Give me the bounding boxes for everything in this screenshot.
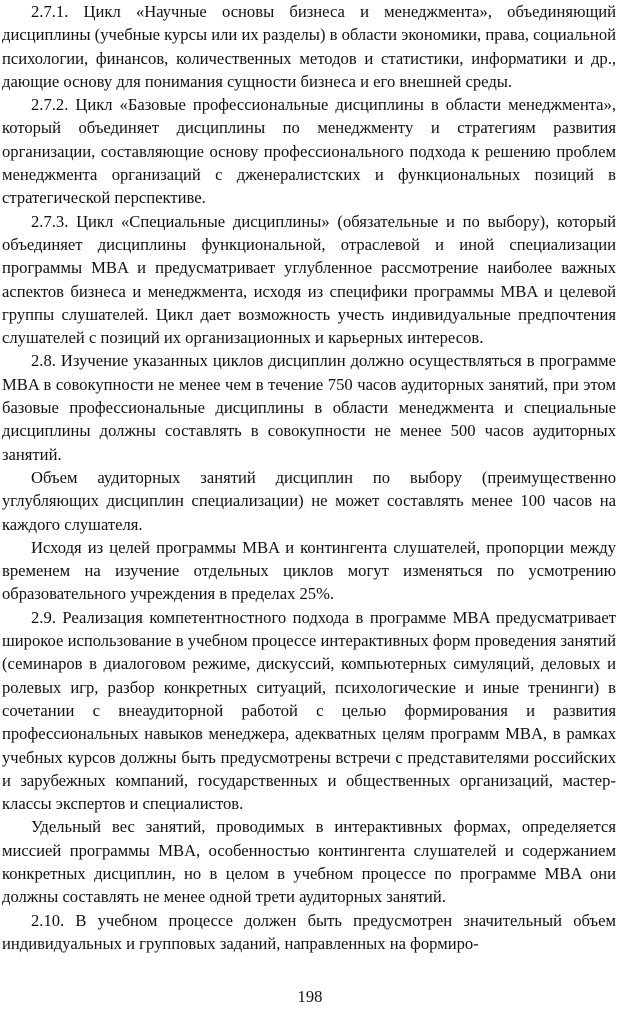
paragraph-2-9: 2.9. Реализация компетентностного подхода в программе MBA предусматривает широкое использование в учебном процессе интерактивных форм проведения занятий (семинаров в диалоговом режиме, дискуссий, компьютерных симуляций, деловых и ролевых игр, разбор конкретных ситуаций, психологические и иные тренинги) в сочетании с внеаудиторной работой с целью формирования и развития профессиональных навыков менеджера, адекватных целям программ MBA, в рамках учебных курсов должны быть предусмотрены встречи с представителями российских и зарубежных компаний, государственных и общественных организаций, мастер-классы экспертов и специалистов.: [2, 607, 616, 814]
paragraph-elective-hours: Объем аудиторных занятий дисциплин по выбору (преимущественно углубляющих дисциплин специализации) не может составлять менее 100 часов на каждого слушателя.: [2, 467, 616, 534]
paragraph-2-7-2: 2.7.2. Цикл «Базовые профессиональные дисциплины в области менеджмента», который объединяет дисциплины по менеджменту и стратегиям развития организации, составляющие основу профессионального подхода к решению проблем менеджмента организаций с дженералистских и функциональных позиций в стратегической перспективе.: [2, 95, 616, 208]
paragraph-2-7-3: 2.7.3. Цикл «Специальные дисциплины» (обязательные и по выбору), который объединяет дисциплины функциональной, отраслевой и иной специализации программы MBA и предусматривает углубленное рассмотрение наиболее важных аспектов бизнеса и менеджмента, исходя из специфики программы MBA и целевой группы слушателей. Цикл дает возможность учесть индивидуальные предпочтения слушателей с позиций их организационных и карьерных интересов.: [2, 211, 616, 348]
paragraph-2-7-1: 2.7.1. Цикл «Научные основы бизнеса и менеджмента», объединяющий дисциплины (учебные курсы или их разделы) в области экономики, права, социальной психологии, финансов, количественных методов и статистики, информатики и др., дающие основу для понимания сущности бизнеса и его внешней среды.: [2, 2, 616, 91]
paragraph-interactive-share: Удельный вес занятий, проводимых в интерактивных формах, определяется миссией программы MBA, особенностью контингента слушателей и содержанием конкретных дисциплин, но в целом в учебном процессе по программе MBA они должны составлять не менее одной трети аудиторных занятий.: [2, 817, 616, 907]
paragraph-2-10: 2.10. В учебном процессе должен быть предусмотрен значительный объем индивидуальных и групповых заданий, направленных на формиро-: [2, 910, 616, 953]
body-text: [2, 0, 616, 955]
page-number: 198: [297, 987, 323, 1006]
paragraph-2-8: 2.8. Изучение указанных циклов дисциплин должно осуществляться в программе MBA в совокупности не менее чем в течение 750 часов аудиторных занятий, при этом базовые профессиональные дисциплины в области менеджмента и специальные дисциплины должны составлять в совокупности не менее 500 часов аудиторных занятий.: [2, 351, 616, 464]
paragraph-proportions: Исходя из целей программы MBA и контингента слушателей, пропорции между временем на изучение отдельных циклов могут изменяться по усмотрению образовательного учреждения в пределах 25%.: [2, 537, 616, 604]
